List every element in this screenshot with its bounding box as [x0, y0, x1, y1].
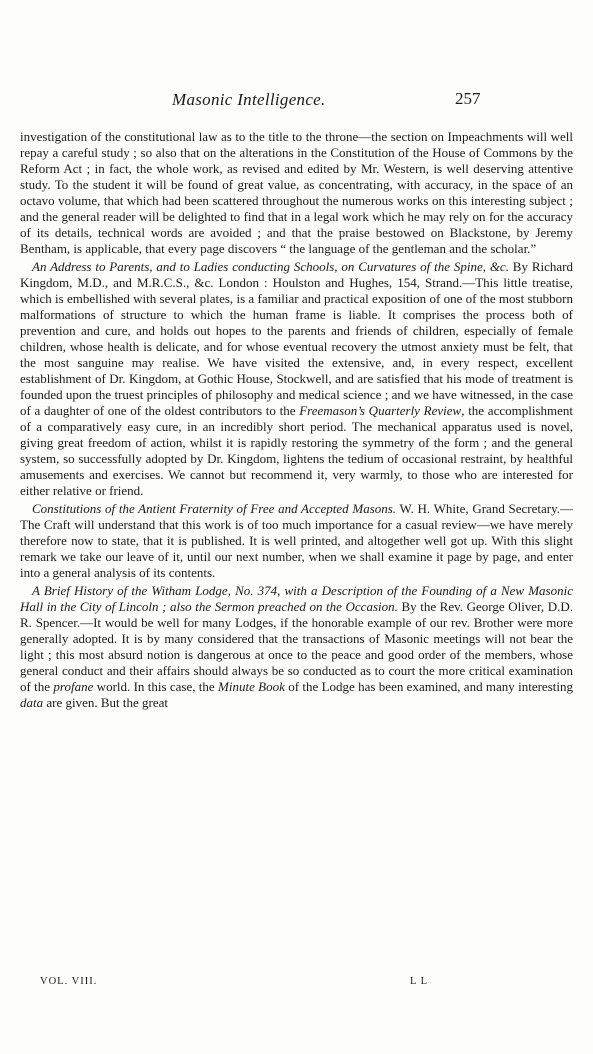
paragraph	[20, 129, 573, 257]
italic-text-run: Freemason’s Quarterly Review	[299, 403, 462, 418]
paragraph	[20, 583, 573, 711]
page-footer	[0, 976, 593, 992]
running-title: Masonic Intelligence.	[172, 90, 326, 109]
italic-text-run: profane	[53, 679, 94, 694]
italic-text-run: An Address to Parents, and to Ladies conducting Schools, on Curvatures of the Spine, &c.	[32, 259, 509, 274]
running-header	[0, 90, 593, 112]
text-run: of the Lodge has been examined, and many interesting	[284, 679, 573, 694]
paragraph	[20, 501, 573, 581]
page-number: 257	[455, 89, 481, 108]
text-run: By Richard Kingdom, M.D., and M.R.C.S., &c. London : Houlston and Hughes, 154, Strand.—This little treatise, which is embellished with several plates, is a familiar and practical exposition of one of the most stubborn malformations of structure to which the human frame is liable. It comprises the process both of prevention and cure, and holds out hopes to the parents and friends of children, especially of female children, whose health is delicate, and for whose eventual recovery the utmost anxiety must be felt, that the most sanguine may realise. We have visited the extensive, and, in every respect, excellent establishment of Dr. Kingdom, at Gothic House, Stockwell, and are satisfied that his mode of treatment is founded upon the truest principles of philosophy and medical science ; and we have witnessed, in the case of a daughter of one of the oldest contributors to the	[20, 259, 573, 418]
text-run: By the Rev. George Oliver, D.D. R. Spencer.—It would be well for many Lodges, if the honorable example of our rev. Brother were more generally adopted. It is by many considered that the transactions of Masonic meetings will not bear the light ; this most absurd notion is dangerous at once to the peace and good order of the members, whose general conduct and their affairs should always be so conducted as to court the more critical examination of the	[20, 599, 573, 694]
italic-text-run: data	[20, 695, 44, 710]
italic-text-run: Constitutions of the Antient Fraternity of Free and Accepted Masons.	[32, 501, 397, 516]
paragraph	[20, 259, 573, 499]
text-run: W. H. White, Grand Secretary.—The Craft will understand that this work is of too much importance for a casual review—we have merely therefore now to state, that it is published. It is well printed, and altogether well got up. With this slight remark we take our leave of it, until our next number, when we shall examine it page by page, and enter into a general analysis of its contents.	[20, 501, 573, 580]
text-run: world. In this case, the	[93, 679, 219, 694]
volume-label: VOL. VIII.	[40, 976, 98, 987]
text-run: investigation of the constitutional law as to the title to the throne—the section on Impeachments will well repay a careful study ; so also that on the alterations in the Constitution of the House of Commons by the Reform Act ; in fact, the whole work, as revised and edited by Mr. Western, is well deserving attentive study. To the student it will be found of great value, as concentrating, with accuracy, in the space of an octavo volume, that which had been scattered throughout the numerous works on this interesting subject ; and the general reader will be delighted to find that in a legal work which he may rely on for the accuracy of its details, technical words are avoided ; and that the praise bestowed on Blackstone, by Jeremy Bentham, is applicable, that every page discovers “ the language of the gentleman and the scholar.”	[20, 129, 573, 256]
text-run: , the accomplishment of a comparatively easy cure, in an incredibly short period. The mechanical apparatus used is novel, giving great freedom of action, whilst it is rapidly restoring the symmetry of the form ; and the general system, so successfully adopted by Dr. Kingdom, lightens the tedium of occasional restraint, by healthful amusements and exercises. We cannot but recommend it, very warmly, to those who are interested for either relative or friend.	[20, 403, 573, 498]
italic-text-run: Minute Book	[218, 679, 285, 694]
body-text	[20, 129, 573, 713]
text-run: are given. But the great	[43, 695, 169, 710]
signature-mark: L L	[410, 976, 429, 987]
italic-text-run: A Brief History of the Witham Lodge, No. 374, with a Description of the Founding of a New Masonic Hall in the City of Lincoln ; also the Sermon preached on the Occasion.	[20, 583, 573, 614]
